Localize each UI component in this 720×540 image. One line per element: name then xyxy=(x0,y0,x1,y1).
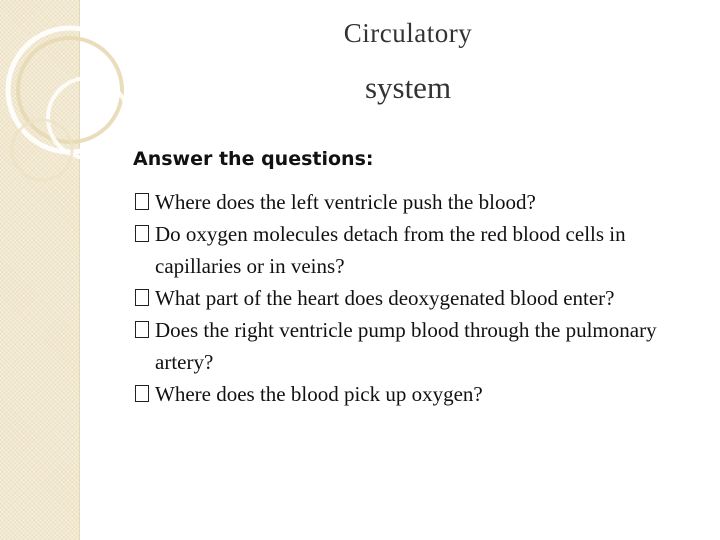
instructions-heading: Answer the questions: xyxy=(133,148,374,170)
square-bullet-icon xyxy=(135,385,149,402)
list-item xyxy=(135,378,695,410)
list-item xyxy=(135,282,695,314)
question-text: Where does the left ventricle push the blood? xyxy=(155,190,536,214)
square-bullet-icon xyxy=(135,321,149,338)
square-bullet-icon xyxy=(135,289,149,306)
list-item xyxy=(135,186,695,218)
list-item xyxy=(135,218,695,282)
slide-title-line-2: system xyxy=(364,70,452,105)
question-text: Does the right ventricle pump blood through the pulmonary artery? xyxy=(155,318,657,374)
question-text: What part of the heart does deoxygenated blood enter? xyxy=(155,286,615,310)
square-bullet-icon xyxy=(135,225,149,242)
list-item xyxy=(135,314,695,378)
slide-title-line-1: Circulatory xyxy=(343,18,473,48)
question-text: Where does the blood pick up oxygen? xyxy=(155,382,483,406)
question-text: Do oxygen molecules detach from the red blood cells in capillaries or in veins? xyxy=(155,222,626,278)
square-bullet-icon xyxy=(135,193,149,210)
question-list xyxy=(135,186,695,410)
